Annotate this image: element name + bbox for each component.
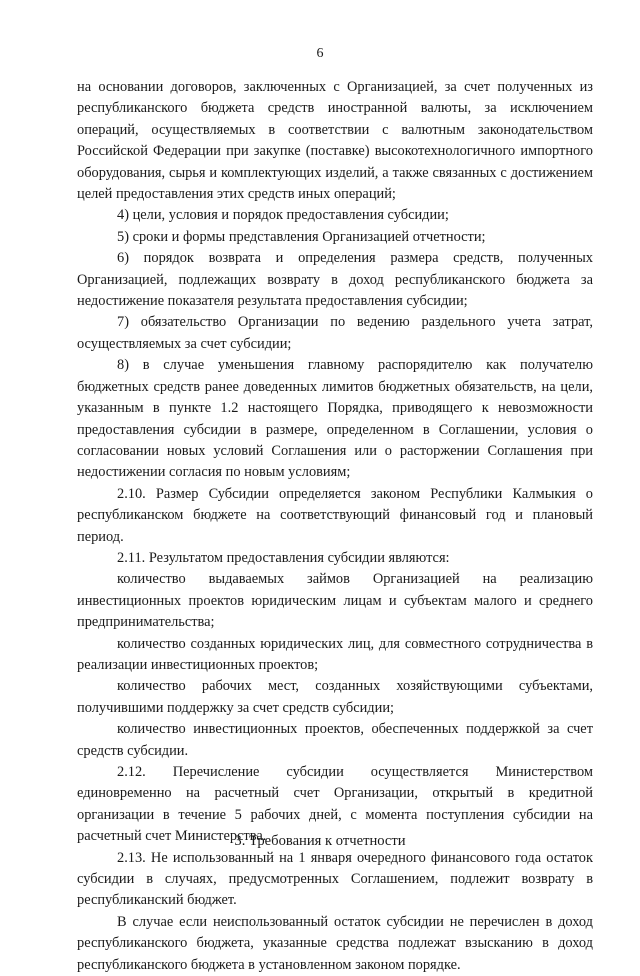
paragraph-item-4: 4) цели, условия и порядок предоставления субсидии;	[117, 207, 449, 224]
result-item-projects: количество инвестиционных проектов, обеспеченных поддержкой за счет средств субсидии.	[77, 721, 593, 759]
result-item-legal-entities: количество созданных юридических лиц, для совместного сотрудничества в реализации инвестиционных проектов;	[77, 635, 593, 673]
paragraph-2-11: 2.11. Результатом предоставления субсидии являются:	[117, 549, 450, 566]
paragraph-2-13: 2.13. Не использованный на 1 января очередного финансового года остаток субсидии в случаях, предусмотренных Соглашением, подлежит возврату в республиканский бюджет.	[77, 849, 593, 909]
paragraph-item-6: 6) порядок возврата и определения размера средств, полученных Организацией, подлежащих возврату в доход республиканского бюджета за недостижение показателя результата предоставления субсидии;	[77, 250, 593, 310]
paragraph-continuation: на основании договоров, заключенных с Организацией, за счет полученных из республиканского бюджета средств иностранной валюты, за исключением операций, осуществляемых в соответствии с валютным законодательством Российской Федерации при закупке (поставке) высокотехнологичного импортного оборудования, сырья и комплектующих изделий, а также связанных с достижением целей предоставления этих средств иных операций;	[77, 79, 593, 203]
paragraph-2-10: 2.10. Размер Субсидии определяется законом Республики Калмыкия о республиканском бюджете на соответствующий финансовый год и плановый период.	[77, 485, 593, 545]
paragraph-item-7: 7) обязательство Организации по ведению раздельного учета затрат, осуществляемых за счет субсидии;	[77, 314, 593, 352]
paragraph-item-5: 5) сроки и формы представления Организацией отчетности;	[117, 228, 486, 245]
page-number: 6	[316, 46, 324, 61]
paragraph-item-8: 8) в случае уменьшения главному распорядителю как получателю бюджетных средств ранее доведенных лимитов бюджетных обязательств, на цели, указанным в пункте 1.2 настоящего Порядка, приводящего к невозможности предоставления субсидии в размере, определенном в Соглашении, условия о согласовании новых условий Соглашения или о расторжении Соглашения при недостижении согласия по новым условиям;	[77, 357, 593, 481]
result-item-loans: количество выдаваемых займов Организацией на реализацию инвестиционных проектов юридическим лицам и субъектам малого и среднего предпринимательства;	[77, 571, 593, 631]
paragraph-2-12: 2.12. Перечисление субсидии осуществляется Министерством единовременно на расчетный счет Организации, открытый в кредитной организации в течение 5 рабочих дней, с момента поступления субсидии на расчетный счет Министерства.	[77, 764, 593, 845]
result-item-jobs: количество рабочих мест, созданных хозяйствующими субъектами, получившими поддержку за счет средств субсидии;	[77, 678, 593, 716]
paragraph-unspent-balance: В случае если неиспользованный остаток субсидии не перечислен в доход республиканского бюджета, указанные средства подлежат взысканию в доход республиканского бюджета в установленном законом порядке.	[77, 913, 593, 973]
section-heading: 3. Требования к отчетности	[234, 833, 406, 849]
